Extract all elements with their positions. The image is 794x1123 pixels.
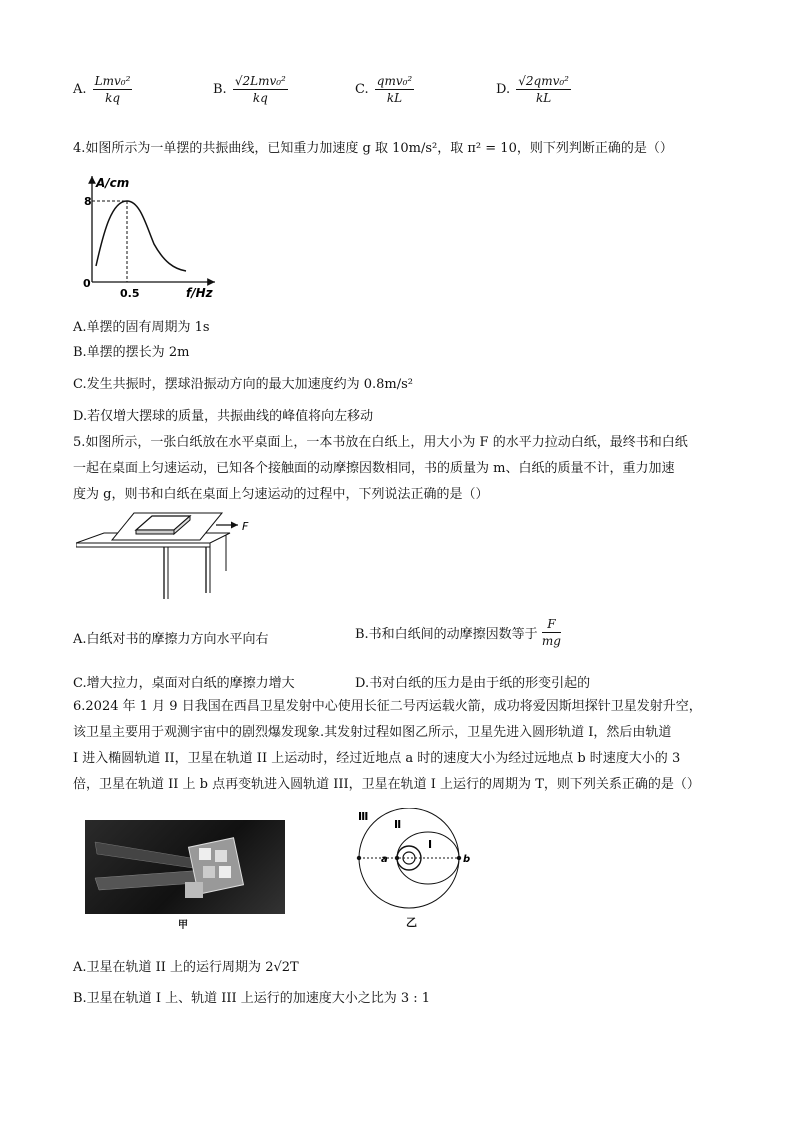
q4-resonance-graph bbox=[80, 170, 230, 302]
q4-option-b: B.单摆的摆长为 2m bbox=[73, 345, 190, 360]
q6-option-a: A.卫星在轨道 II 上的运行周期为 2√2T bbox=[73, 960, 299, 975]
q5-book-paper-figure bbox=[76, 503, 256, 600]
q4-graph-peak-value: 8 bbox=[84, 195, 92, 208]
q4-graph-curve bbox=[96, 201, 186, 271]
q6-point-b bbox=[457, 856, 461, 860]
q5-option-a: A.白纸对书的摩擦力方向水平向右 bbox=[73, 632, 269, 647]
q5-stem-line-1: 5.如图所示，一张白纸放在水平桌面上，一本书放在白纸上，用大小为 F 的水平力拉动白纸，最终书和白纸 bbox=[73, 435, 688, 450]
q5-force-label: F bbox=[242, 520, 249, 533]
q6-point-a bbox=[395, 856, 399, 860]
q4-graph-peak-freq: 0.5 bbox=[120, 287, 140, 300]
q4-option-c: C.发生共振时，摆球沿振动方向的最大加速度约为 0.8m/s² bbox=[73, 377, 414, 392]
q6-stem-line-3: I 进入椭圆轨道 II，卫星在轨道 II 上运动时，经过近地点 a 时的速度大小为经过远地点 b 时速度大小的 3 bbox=[73, 751, 681, 766]
q6-point-left bbox=[357, 856, 361, 860]
q6-fig-right-caption: 乙 bbox=[406, 916, 417, 929]
q6-stem-line-1: 6.2024 年 1 月 9 日我国在西昌卫星发射中心使用长征二号丙运载火箭，成功将爱因斯坦探针卫星发射升空， bbox=[73, 699, 702, 714]
q6-label-b: b bbox=[463, 854, 471, 865]
q5-stem-line-2: 一起在桌面上匀速运动，已知各个接触面的动摩擦因数相同，书的质量为 m、白纸的质量不计，重力加速 bbox=[73, 461, 675, 476]
q6-orbit-diagram bbox=[352, 808, 472, 920]
q4-graph-ylabel: A/cm bbox=[96, 176, 130, 190]
q5-stem-line-3: 度为 g，则书和白纸在桌面上匀速运动的过程中，下列说法正确的是（） bbox=[73, 487, 489, 502]
q3-option-d: D. $\frac{\text{√2qmv₀²}}{kL}$ bbox=[496, 74, 569, 105]
q6-satellite-illustration bbox=[85, 820, 285, 914]
q3-option-a: A. $\frac{\text{Lmv₀²}}{kq}$ bbox=[73, 74, 131, 105]
q6-label-II: Ⅱ bbox=[394, 818, 402, 831]
q6-stem-line-4: 倍，卫星在轨道 II 上 b 点再变轨进入圆轨道 III，卫星在轨道 I 上运行的周期为 T，则下列关系正确的是（） bbox=[73, 777, 700, 792]
q3-option-b: B. $\frac{\text{√2Lmv₀²}}{kq}$ bbox=[213, 74, 286, 105]
q3-option-c-fraction: $\frac{\text{qmv₀²}}{kL}$ bbox=[376, 74, 413, 105]
q6-label-I: I bbox=[428, 838, 433, 851]
q4-option-a: A.单摆的固有周期为 1s bbox=[73, 320, 210, 335]
q5-option-c: C.增大拉力，桌面对白纸的摩擦力增大 bbox=[73, 676, 295, 691]
q3-option-a-fraction: $\frac{\text{Lmv₀²}}{kq}$ bbox=[94, 74, 131, 105]
q3-option-d-fraction: $\frac{\text{√2qmv₀²}}{kL}$ bbox=[518, 74, 569, 105]
q5-option-b: B.书和白纸间的动摩擦因数等于 $\frac{F}{mg}$ bbox=[355, 617, 561, 648]
q5-option-b-fraction: $\frac{F}{mg}$ bbox=[541, 617, 561, 648]
q3-option-c: C. $\frac{\text{qmv₀²}}{kL}$ bbox=[355, 74, 413, 105]
q4-graph-origin: 0 bbox=[83, 277, 91, 290]
q4-option-d: D.若仅增大摆球的质量，共振曲线的峰值将向左移动 bbox=[73, 409, 374, 424]
q6-option-b: B.卫星在轨道 I 上、轨道 III 上运行的加速度大小之比为 3 : 1 bbox=[73, 991, 431, 1006]
q6-satellite-photo bbox=[85, 820, 285, 914]
q3-option-b-fraction: $\frac{\text{√2Lmv₀²}}{kq}$ bbox=[234, 74, 286, 105]
q6-label-III: Ⅲ bbox=[358, 810, 369, 823]
q4-graph-xlabel: f/Hz bbox=[186, 286, 213, 300]
q6-fig-left-caption: 甲 bbox=[178, 920, 188, 931]
q6-stem-line-2: 该卫星主要用于观测宇宙中的剧烈爆发现象.其发射过程如图乙所示，卫星先进入圆形轨道 I，然后由轨道 bbox=[73, 725, 672, 740]
q6-label-a: a bbox=[381, 854, 388, 865]
q5-option-d: D.书对白纸的压力是由于纸的形变引起的 bbox=[355, 676, 591, 691]
q4-stem: 4.如图所示为一单摆的共振曲线，已知重力加速度 g 取 10m/s²，取 π² = 10，则下列判断正确的是（） bbox=[73, 141, 673, 156]
